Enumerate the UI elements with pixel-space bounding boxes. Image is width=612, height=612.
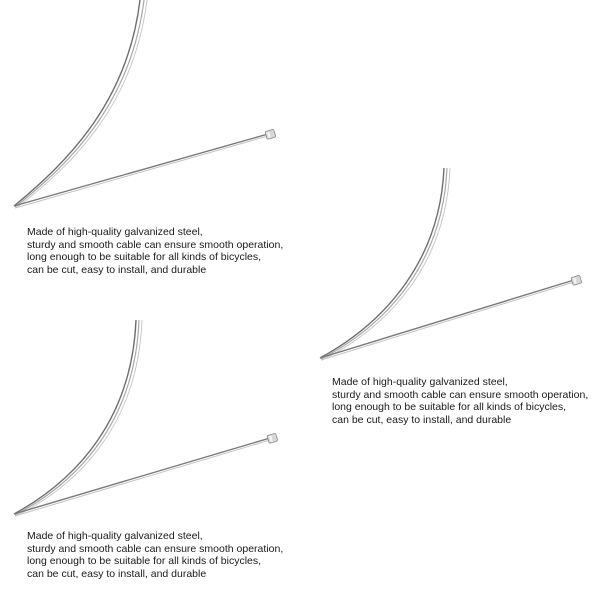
brake-cable-illustration-icon bbox=[0, 0, 306, 226]
caption-line: Made of high-quality galvanized steel, bbox=[332, 376, 508, 388]
product-panel-bottom-left bbox=[0, 318, 306, 612]
product-panel-top-left bbox=[0, 0, 306, 300]
caption-line: can be cut, easy to install, and durable bbox=[27, 567, 207, 580]
cable-end-cap-icon bbox=[265, 129, 276, 139]
product-caption bbox=[332, 376, 588, 426]
product-panel-right bbox=[306, 160, 612, 460]
brake-cable-illustration-icon bbox=[306, 160, 612, 376]
caption-line: Made of high-quality galvanized steel, bbox=[27, 226, 203, 238]
caption-line: sturdy and smooth cable can ensure smooth operation, bbox=[27, 238, 284, 251]
cable-end-cap-icon bbox=[267, 433, 278, 443]
product-caption bbox=[27, 226, 283, 276]
caption-line: sturdy and smooth cable can ensure smooth operation, bbox=[27, 542, 284, 555]
caption-line: sturdy and smooth cable can ensure smooth operation, bbox=[332, 388, 589, 401]
caption-line: long enough to be suitable for all kinds of bicycles, bbox=[332, 401, 567, 414]
brake-cable-illustration-icon bbox=[0, 318, 306, 530]
cable-end-cap-icon bbox=[571, 275, 582, 285]
caption-line: Made of high-quality galvanized steel, bbox=[27, 530, 203, 542]
caption-line: can be cut, easy to install, and durable bbox=[332, 413, 512, 426]
caption-line: can be cut, easy to install, and durable bbox=[27, 263, 207, 276]
product-caption bbox=[27, 530, 283, 580]
caption-line: long enough to be suitable for all kinds of bicycles, bbox=[27, 251, 262, 264]
caption-line: long enough to be suitable for all kinds of bicycles, bbox=[27, 555, 262, 568]
